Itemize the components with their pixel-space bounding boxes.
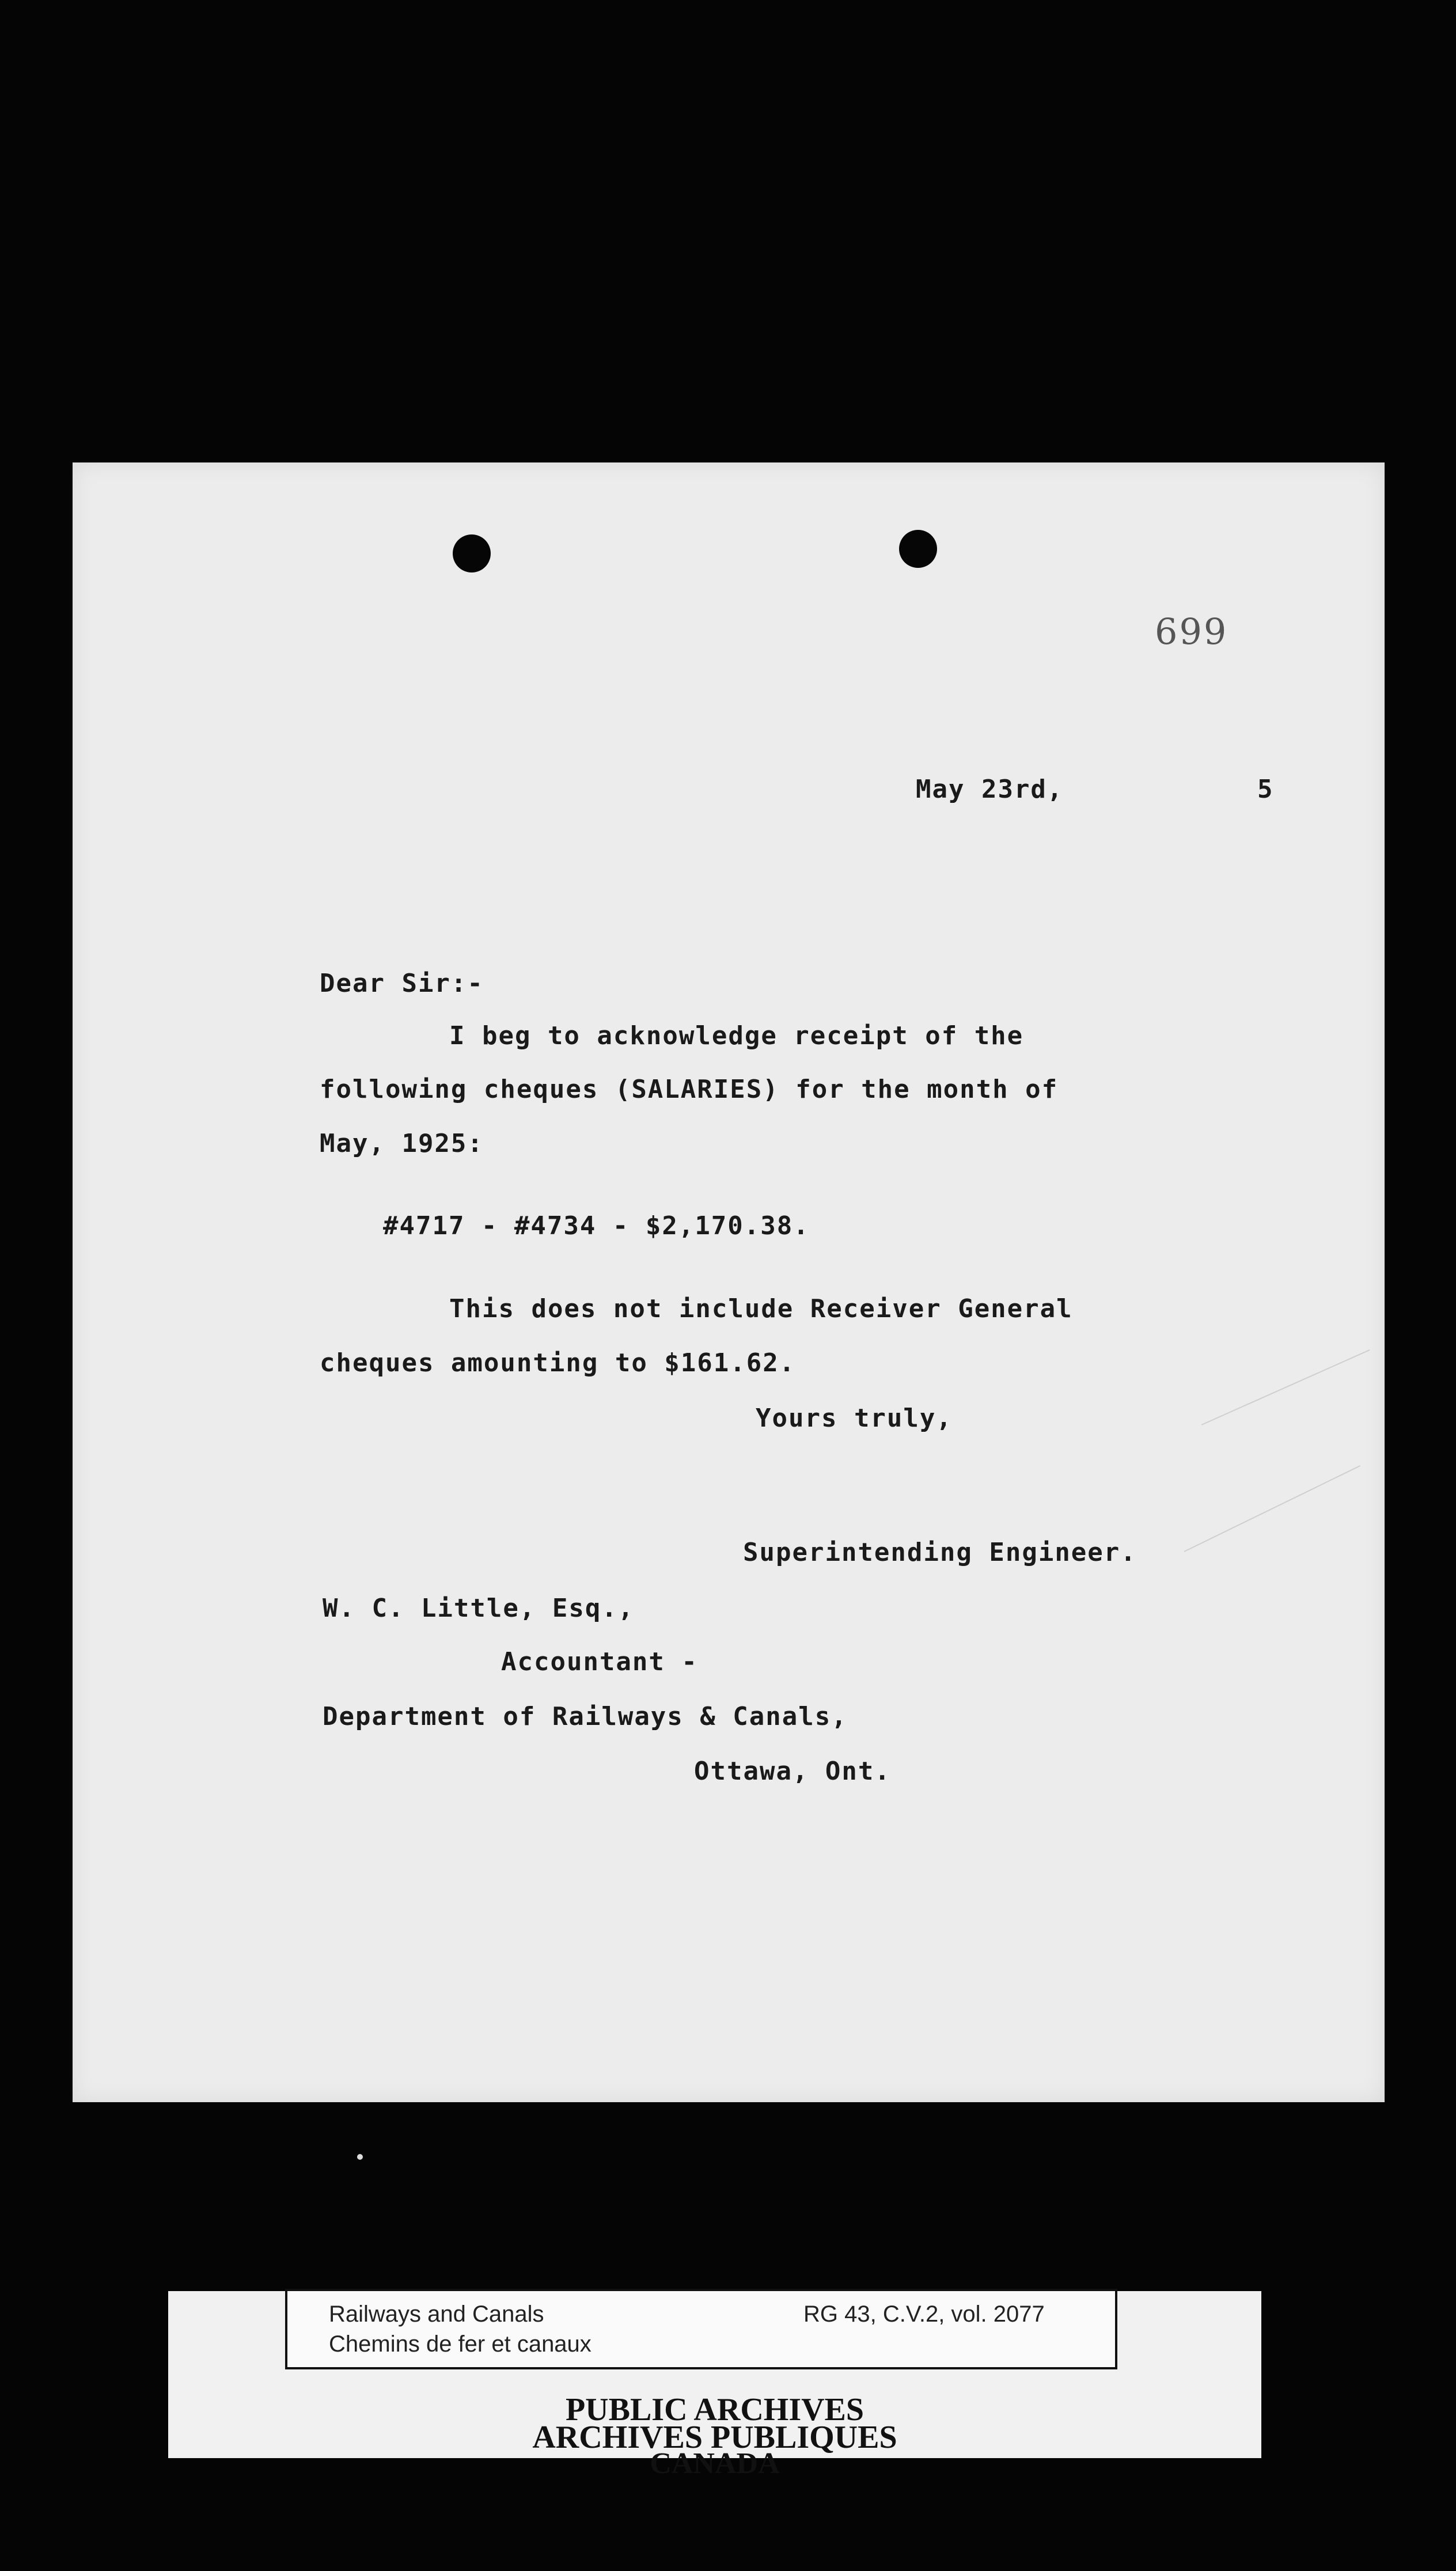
archive-institution-en: PUBLIC ARCHIVES <box>565 2392 864 2428</box>
recipient-city: Ottawa, Ont. <box>694 1757 891 1786</box>
archive-institution-fr: ARCHIVES PUBLIQUES <box>532 2420 897 2455</box>
letter-date: May 23rd, <box>916 775 1064 804</box>
body-line: I beg to acknowledge receipt of the <box>449 1021 1024 1051</box>
recipient-title: Accountant - <box>501 1647 698 1677</box>
scan-scratch <box>1184 1465 1360 1552</box>
body-line: following cheques (SALARIES) for the month of <box>320 1075 1059 1104</box>
dust-speck <box>357 2154 363 2160</box>
body-line: May, 1925: <box>320 1129 484 1158</box>
punch-hole-left <box>453 534 491 572</box>
file-number: 699 <box>1155 610 1228 653</box>
punch-hole-right <box>899 530 937 568</box>
recipient-department: Department of Railways & Canals, <box>323 1702 848 1731</box>
archive-country: CANADA <box>650 2447 780 2480</box>
letter-sheet <box>73 462 1385 2102</box>
closing: Yours truly, <box>756 1404 953 1433</box>
scan-scratch <box>1201 1349 1370 1425</box>
recipient-name: W. C. Little, Esq., <box>323 1594 635 1623</box>
letter-date-suffix: 5 <box>1257 775 1274 804</box>
cheques-line: #4717 - #4734 - $2,170.38. <box>383 1211 810 1241</box>
body-line: This does not include Receiver General <box>449 1294 1073 1324</box>
collection-name-en: Railways and Canals <box>329 2301 544 2327</box>
signature-title: Superintending Engineer. <box>743 1538 1137 1567</box>
body-line: cheques amounting to $161.62. <box>320 1348 796 1378</box>
collection-name-fr: Chemins de fer et canaux <box>329 2331 592 2357</box>
archive-reference-label <box>285 2289 1117 2369</box>
salutation: Dear Sir:- <box>320 969 484 998</box>
reference-code: RG 43, C.V.2, vol. 2077 <box>803 2301 1045 2327</box>
